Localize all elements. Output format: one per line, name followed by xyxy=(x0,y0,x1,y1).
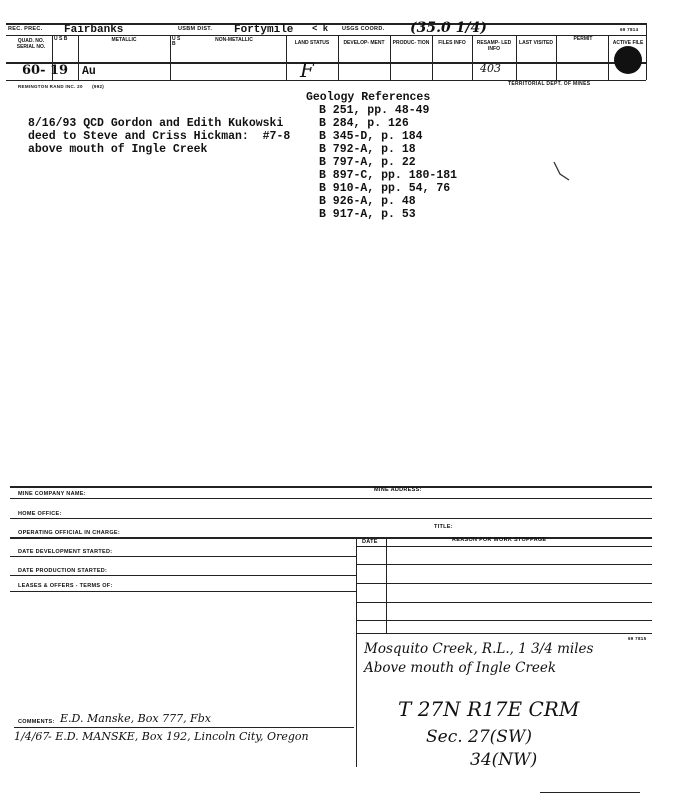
active-file-stamp xyxy=(614,46,642,74)
rec-prec-label: REC. PREC. xyxy=(8,26,43,32)
rule xyxy=(10,498,652,499)
comment-date: 1/4/67 xyxy=(14,730,50,743)
divider xyxy=(608,35,609,80)
geology-ref: B 917-A, p. 53 xyxy=(319,208,416,221)
mine-company-name-label: MINE COMPANY NAME: xyxy=(18,491,86,497)
divider xyxy=(432,35,433,80)
divider xyxy=(286,35,287,80)
form-number: 69 7814 xyxy=(620,27,639,32)
territorial-dept: TERRITORIAL DEPT. OF MINES xyxy=(508,81,591,87)
date-label: DATE xyxy=(362,539,378,545)
location-note-line-1: Mosquito Creek, R.L., 1 3/4 miles xyxy=(364,641,594,657)
production-label: PRODUC- TION xyxy=(392,40,430,46)
rule xyxy=(10,556,356,557)
usbm-dist-value: Fortymile xyxy=(234,24,294,36)
divider xyxy=(390,35,391,80)
usbm-dist-label: USBM DIST. xyxy=(178,26,213,32)
usb-letters-2: U S B xyxy=(172,36,181,47)
geology-ref: B 251, pp. 48-49 xyxy=(319,104,430,117)
section-line-2: 34(NW) xyxy=(470,750,538,770)
usbm-dist-extra: < k xyxy=(312,24,329,34)
deed-note-line-2: deed to Steve and Criss Hickman: #7-8 xyxy=(28,130,291,143)
rule xyxy=(356,564,652,565)
usb-letters: U S B xyxy=(54,36,68,42)
metallic-value: Au xyxy=(82,65,96,78)
quad-serial-value: 60- 19 xyxy=(22,63,69,78)
geology-ref: B 797-A, p. 22 xyxy=(319,156,416,169)
rule xyxy=(356,583,652,584)
permit-label: PERMIT xyxy=(573,36,593,42)
divider xyxy=(472,35,473,80)
quad-serial-label: QUAD. NO. SERIAL NO. xyxy=(16,38,46,50)
rule xyxy=(10,591,356,592)
rule xyxy=(10,575,356,576)
development-label: DEVELOP- MENT xyxy=(343,40,385,46)
divider xyxy=(516,35,517,80)
metallic-label: METALLIC xyxy=(111,37,137,43)
stoppage-table-left xyxy=(356,537,357,767)
last-visited-label: LAST VISITED xyxy=(519,40,553,46)
geology-ref: B 926-A, p. 48 xyxy=(319,195,416,208)
reason-label: REASON FOR WORK STOPPAGE xyxy=(452,537,547,543)
divider xyxy=(646,23,647,80)
rule xyxy=(356,633,652,634)
comment-line-2: - E.D. MANSKE, Box 192, Lincoln City, Oregon xyxy=(48,730,309,743)
divider xyxy=(78,35,79,80)
files-info-label: FILES INFO xyxy=(438,40,466,46)
land-status-value: F xyxy=(300,58,314,82)
township-range: T 27N R17E CRM xyxy=(398,697,580,721)
usgs-coord-value: (35.0 1/4) xyxy=(410,20,487,36)
section-line-1: Sec. 27(SW) xyxy=(426,727,533,747)
pencil-mark-icon xyxy=(552,160,572,182)
divider xyxy=(338,35,339,80)
land-status-label: LAND STATUS xyxy=(294,40,330,46)
divider xyxy=(170,35,171,80)
leases-label: LEASES & OFFERS - TERMS OF: xyxy=(18,583,113,589)
mine-address-label: MINE ADDRESS: xyxy=(374,487,422,493)
bottom-rule xyxy=(540,792,640,793)
operating-official-label: OPERATING OFFICIAL IN CHARGE: xyxy=(18,530,120,536)
rec-prec-value: Fairbanks xyxy=(64,24,124,36)
geology-ref: B 345-D, p. 184 xyxy=(319,130,423,143)
comments-label: COMMENTS: xyxy=(18,719,55,725)
resamples-label: RESAMP- LED INFO xyxy=(476,40,512,52)
geology-heading: Geology References xyxy=(306,91,431,104)
stoppage-date-divider xyxy=(386,537,387,633)
deed-note-line-3: above mouth of Ingle Creek xyxy=(28,143,208,156)
location-note-line-2: Above mouth of Ingle Creek xyxy=(364,660,557,676)
title-label: TITLE: xyxy=(434,524,453,530)
comment-line-1: E.D. Manske, Box 777, Fbx xyxy=(60,712,211,725)
divider xyxy=(556,35,557,80)
printer-note: REMINGTON RAND INC. 20 (992) xyxy=(18,84,105,89)
header-rule-3 xyxy=(6,62,646,64)
geology-ref: B 910-A, pp. 54, 76 xyxy=(319,182,451,195)
usgs-coord-label: USGS COORD. xyxy=(342,26,385,32)
geology-ref: B 792-A, p. 18 xyxy=(319,143,416,156)
rule xyxy=(14,727,354,728)
date-production-started-label: DATE PRODUCTION STARTED: xyxy=(18,568,108,574)
rule xyxy=(10,518,652,519)
resamples-value: 403 xyxy=(480,62,501,75)
rule xyxy=(10,537,652,539)
form-number-2: 69 7815 xyxy=(628,636,647,641)
date-development-started-label: DATE DEVELOPMENT STARTED: xyxy=(18,549,113,555)
rule xyxy=(356,602,652,603)
home-office-label: HOME OFFICE: xyxy=(18,511,62,517)
lower-form-top-rule xyxy=(10,486,652,488)
non-metallic-label: NON-METALLIC xyxy=(215,37,253,43)
rule xyxy=(356,546,652,547)
geology-ref: B 284, p. 126 xyxy=(319,117,409,130)
geology-ref: B 897-C, pp. 180-181 xyxy=(319,169,458,182)
deed-note-line-1: 8/16/93 QCD Gordon and Edith Kukowski xyxy=(28,117,284,130)
rule xyxy=(356,620,652,621)
active-file-label: ACTIVE FILE xyxy=(612,40,644,46)
